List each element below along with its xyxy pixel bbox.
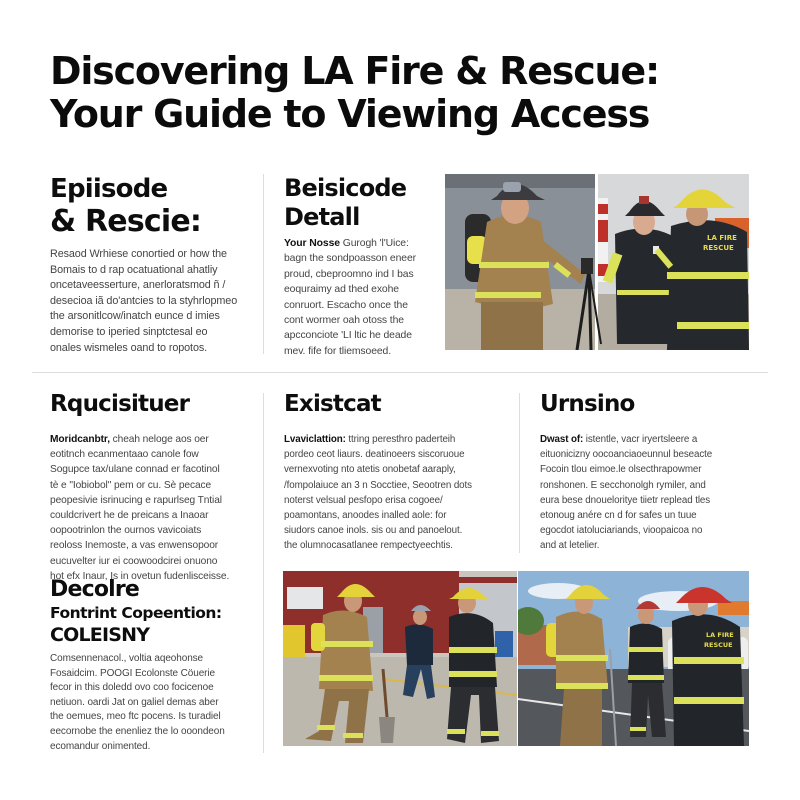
existcat-body-line: noterst velsual pesfopo erisa cogoee/ bbox=[284, 494, 443, 506]
detail-body-line: proud, cbeproomno ind I bas bbox=[284, 268, 414, 280]
firefighters-photo-bottom-right bbox=[518, 571, 749, 746]
detail-lead-rest: Gurogh 'l'Uice: bbox=[339, 238, 409, 249]
detail-body-line: apcconciote 'LI ltic he deade bbox=[284, 330, 412, 342]
decolre-body-line: fecor in this doledd ovo coo focicenoe bbox=[50, 682, 214, 694]
detail-heading-line-1: Beisicode bbox=[284, 174, 407, 202]
episode-body bbox=[50, 247, 255, 356]
decolre-body-line: eecornobe the enenliez the lo ooondeon bbox=[50, 725, 225, 737]
detail-lead-line bbox=[284, 236, 444, 251]
episode-section bbox=[50, 174, 255, 356]
urnsino-section bbox=[540, 390, 760, 554]
requisite-body-line: Sogupce tax/ulane connad er facotinol bbox=[50, 464, 220, 476]
existcat-section bbox=[284, 390, 512, 554]
firefighters-photo-top bbox=[445, 174, 749, 350]
existcat-body-line: siudors canoe inols. sis ou and panoelout. bbox=[284, 525, 463, 537]
requisite-lead: Moridcanbtr, bbox=[50, 434, 110, 445]
row-divider bbox=[32, 372, 768, 373]
requisite-body-line: eotitnch ecanmentaao canole fow bbox=[50, 449, 199, 461]
jacket-text: RESCUE bbox=[704, 641, 733, 649]
requisite-heading: Rqucisituer bbox=[50, 391, 190, 417]
page-title bbox=[50, 50, 770, 136]
episode-body-line: the arsonitlcow/inatch eunce d imies bbox=[50, 310, 220, 323]
decolre-body-line: ecomandur onimented. bbox=[50, 740, 151, 752]
detail-body-line: mev. fife for tliemsoeed. bbox=[284, 345, 392, 357]
urnsino-body-line: and at letelier. bbox=[540, 540, 600, 552]
detail-lead: Your Nosse bbox=[284, 238, 340, 249]
decolre-body-line: Comsennenacol., voltia aqeohonse bbox=[50, 653, 204, 664]
episode-body-line: desecioa iã do'antcies to la styhrlopmeo bbox=[50, 294, 238, 307]
jacket-text: RESCUE bbox=[703, 244, 734, 252]
urnsino-body-line: eituonicizny oocoanciaoeunnul beseacte bbox=[540, 449, 713, 461]
existcat-lead-line bbox=[284, 432, 512, 447]
detail-body-line: conruort. Escacho once the bbox=[284, 299, 408, 311]
decolre-body-line: the oemues, meo ftc pocens. Is turadiel bbox=[50, 711, 221, 723]
detail-body-line: cont wormer oah otoss the bbox=[284, 315, 404, 327]
decolre-heading bbox=[50, 578, 260, 646]
episode-heading-line-1: Epiisode bbox=[50, 174, 168, 204]
column-divider bbox=[263, 393, 264, 753]
requisite-body-line: peopesivie isrinucing e rapurlseg Tntial bbox=[50, 494, 222, 506]
existcat-lead: Lvaviclattion: bbox=[284, 434, 346, 445]
episode-body-line: Bomais to d rap ocatuational ahatliy bbox=[50, 263, 218, 276]
existcat-heading: Existcat bbox=[284, 391, 381, 417]
decolre-heading-line-3: COLEISNY bbox=[50, 624, 150, 646]
requisite-body-line: hot efx Inaur, Is in ovetun fudenlisceisse. bbox=[50, 570, 230, 582]
existcat-body-line: vernexvoting nto atetis onobetaf aaraply, bbox=[284, 464, 456, 476]
urnsino-lead-line bbox=[540, 432, 760, 447]
decolre-body-line: Fosaidcim. POOGI Ecolonste Cöuerie bbox=[50, 667, 215, 679]
episode-body-line: Resaod Wrhiese conortied or how the bbox=[50, 248, 227, 260]
urnsino-body bbox=[540, 432, 760, 554]
firefighters-photo-bottom-left bbox=[283, 571, 517, 746]
existcat-body-line: /fompolaiuce an 3 n Socctiee, Seootren dots bbox=[284, 479, 472, 491]
detail-section bbox=[284, 174, 444, 359]
requisite-lead-rest: cheah neloge aos oer bbox=[109, 434, 209, 445]
jacket-text: LA FIRE bbox=[707, 234, 737, 242]
requisite-body-line: tè e "Iobiobol" pem or cu. Sè pecace bbox=[50, 479, 212, 491]
existcat-body-line: the olumnocasatlanee rempectyeechtis. bbox=[284, 540, 453, 552]
urnsino-body-line: Focoin tlou eimoe.le olsecthrapowmer bbox=[540, 464, 702, 476]
outdoor-crew-illustration bbox=[518, 571, 749, 746]
episode-heading bbox=[50, 174, 255, 239]
decolre-body bbox=[50, 652, 260, 754]
requisite-body bbox=[50, 432, 255, 584]
urnsino-body-line: etonoug anére cn d for safes un tuue bbox=[540, 510, 697, 522]
urnsino-heading: Urnsino bbox=[540, 391, 635, 417]
decolre-body-line: netiuon. oardi Jat on galiel demas aber bbox=[50, 696, 219, 708]
existcat-body-line: poamontans, anoodes inalled aole: for bbox=[284, 510, 447, 522]
episode-body-line: onales wismeles oand to ropotos. bbox=[50, 341, 208, 354]
existcat-body-line: pordeo ceot liaurs. deatinoeers siscoruoue bbox=[284, 449, 465, 461]
detail-body-line: bagn the sondpoasson eneer bbox=[284, 253, 417, 265]
requisite-body-line: reoloss Inemoste, a vas enwensopoor bbox=[50, 540, 219, 552]
urnsino-lead-rest: istentle, vacr iryertsleere a bbox=[583, 434, 698, 445]
firefighters-illustration bbox=[445, 174, 749, 350]
episode-body-line: demorise to iperied sinptctesal eo bbox=[50, 325, 208, 338]
training-yard-illustration bbox=[283, 571, 517, 746]
jacket-text: LA FIRE bbox=[706, 631, 734, 639]
detail-body bbox=[284, 236, 444, 359]
detail-heading bbox=[284, 174, 444, 232]
requisite-lead-line bbox=[50, 432, 255, 447]
page-title-line-1: Discovering LA Fire & Rescue: bbox=[50, 49, 659, 93]
urnsino-body-line: ronshonen. E secchonolgh rymiler, and bbox=[540, 479, 706, 491]
existcat-lead-rest: ttring peresthro paderteih bbox=[345, 434, 456, 445]
page-title-line-2: Your Guide to Viewing Access bbox=[50, 92, 650, 136]
column-divider bbox=[263, 174, 264, 354]
urnsino-body-line: egocdot iatoluciariands, vioopaicoa no bbox=[540, 525, 703, 537]
requisite-body-line: oopootrinlon the ournos vavicoiats bbox=[50, 525, 202, 537]
episode-body-line: oncetaveesserture, anerloratsmod ñ / bbox=[50, 279, 226, 292]
detail-body-line: eoquraimy ad thed exohe bbox=[284, 284, 399, 296]
requisite-section bbox=[50, 390, 255, 584]
existcat-body bbox=[284, 432, 512, 554]
requisite-body-line: couldcrivert he de preicans a Inaoar bbox=[50, 510, 209, 522]
urnsino-lead: Dwast of: bbox=[540, 434, 584, 445]
urnsino-body-line: eura bese dnoueloritye tiietr replead tles bbox=[540, 494, 711, 506]
decolre-heading-line-1: Decolre bbox=[50, 577, 140, 602]
decolre-section bbox=[50, 578, 260, 754]
requisite-body-line: eucuvelter iur ei coowoodcirei onuono bbox=[50, 555, 218, 567]
detail-heading-line-2: Detall bbox=[284, 203, 360, 231]
episode-heading-line-2: & Rescie: bbox=[50, 204, 202, 239]
decolre-heading-line-2: Fontrint Copeention: bbox=[50, 604, 222, 622]
column-divider bbox=[519, 393, 520, 553]
